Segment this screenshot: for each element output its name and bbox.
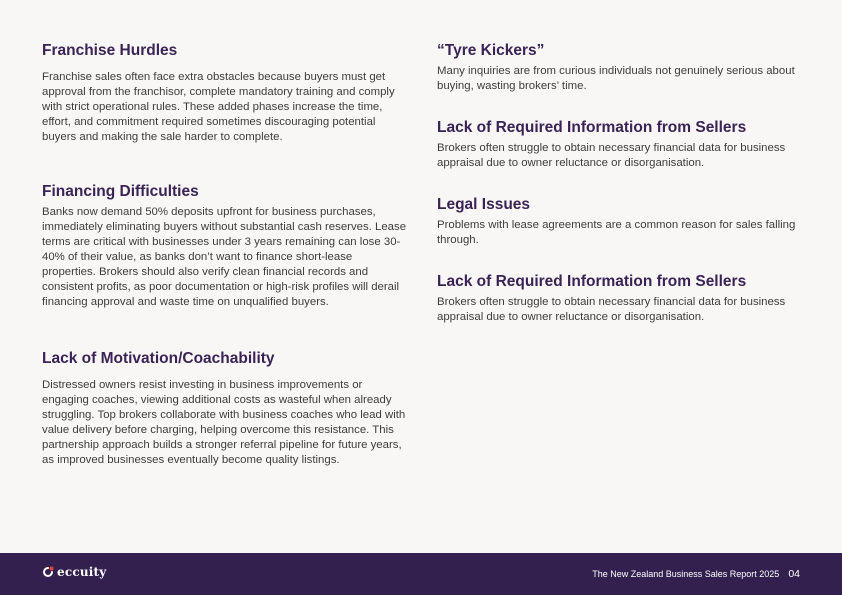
brand-logo (42, 565, 106, 579)
section-lack-of-information-repeat (437, 272, 805, 325)
section-body: Brokers often struggle to obtain necessary financial data for business appraisal due to owner reluctance or disorganisation. (437, 142, 786, 169)
section-body: Many inquiries are from curious individuals not genuinely serious about buying, wasting brokers’ time. (437, 65, 795, 92)
footer-meta (592, 568, 800, 580)
section-body: Brokers often struggle to obtain necessary financial data for business appraisal due to owner reluctance or disorganisation. (437, 296, 786, 323)
page-footer (0, 553, 842, 595)
section-lack-of-information (437, 118, 805, 171)
report-title: The New Zealand Business Sales Report 2025 (592, 569, 780, 579)
section-heading: Lack of Required Information from Sellers (437, 119, 747, 136)
section-heading: Financing Difficulties (42, 183, 199, 200)
section-heading: Lack of Motivation/Coachability (42, 350, 275, 367)
section-franchise-hurdles (42, 41, 407, 145)
section-body: Distressed owners resist investing in business improvements or engaging coaches, viewing additional costs as wasteful when already struggling. Top brokers collaborate with business coaches who lead with value delivery before charging, helping overcome this resistance. This partnership approach builds a stronger referral pipeline for future years, as improved businesses eventually become quality listings. (42, 379, 406, 466)
section-heading: Legal Issues (437, 196, 531, 213)
page-number: 04 (788, 568, 800, 580)
section-tyre-kickers (437, 41, 805, 94)
section-lack-of-motivation (42, 349, 407, 468)
section-financing-difficulties (42, 182, 407, 310)
section-legal-issues (437, 195, 805, 248)
section-heading: Franchise Hurdles (42, 42, 178, 59)
section-heading: “Tyre Kickers” (437, 42, 545, 59)
section-body: Banks now demand 50% deposits upfront for business purchases, immediately eliminating buyers without substantial cash reserves. Lease terms are critical with businesses under 3 years remaining can lose 30-40% of their value, as banks don’t want to finance short-lease properties. Brokers should also verify clean financial records and consistent profits, as poor documentation or high-risk profiles will derail financing approval and waste time on unqualified buyers. (42, 206, 407, 308)
section-heading: Lack of Required Information from Sellers (437, 273, 747, 290)
eccuity-logo-icon (42, 566, 54, 578)
section-body: Franchise sales often face extra obstacles because buyers must get approval from the franchisor, complete mandatory training and comply with strict operational rules. These added phases increase the time, effort, and commitment required sometimes discouraging potential buyers and making the sale harder to complete. (42, 71, 395, 143)
logo-wordmark: eccuity (57, 565, 107, 579)
section-body: Problems with lease agreements are a common reason for sales falling through. (437, 219, 796, 246)
